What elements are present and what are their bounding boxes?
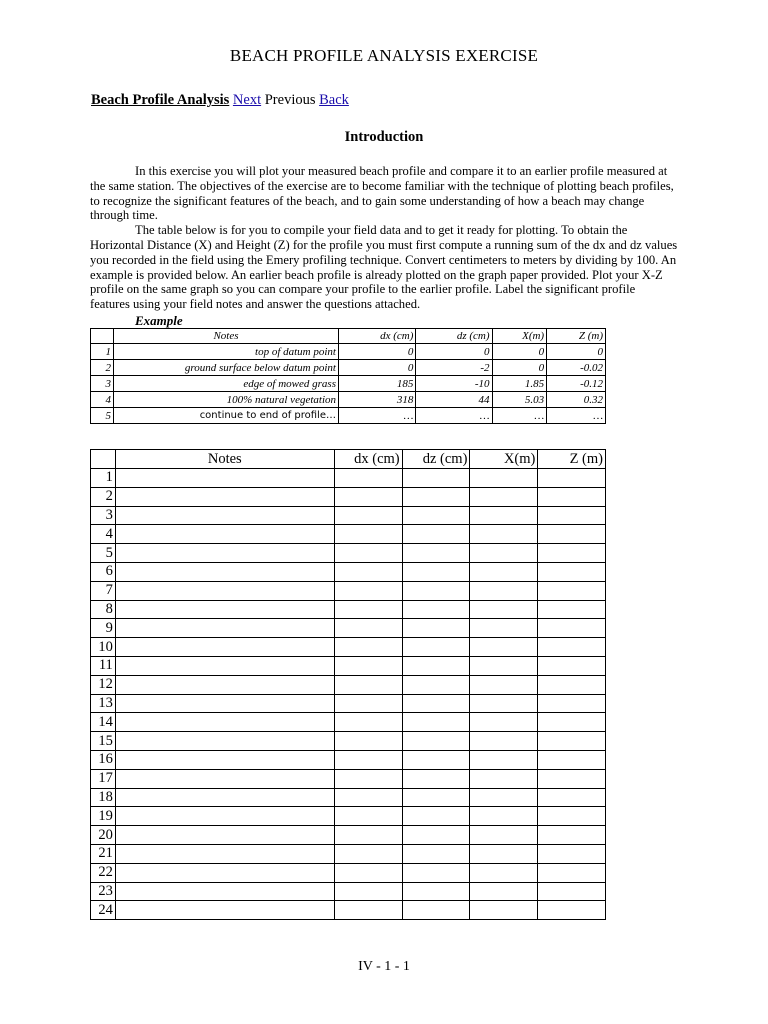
table-row [91,581,606,600]
back-link[interactable]: Back [319,92,349,108]
table-cell: 44 [416,392,492,408]
entry-cell[interactable] [334,694,402,713]
entry-cell[interactable] [538,732,606,751]
entry-cell[interactable] [115,600,334,619]
entry-cell[interactable] [115,562,334,581]
row-number: 21 [91,844,116,863]
table-cell: -0.12 [547,376,606,392]
table-row [91,376,606,392]
table-cell: … [547,408,606,424]
table-cell: 3 [91,376,114,392]
row-number: 10 [91,638,116,657]
table-cell: … [492,408,547,424]
table-cell: 5.03 [492,392,547,408]
entry-cell[interactable] [402,506,470,525]
entry-cell[interactable] [115,713,334,732]
table-cell: top of datum point [114,344,339,360]
table-row [91,769,606,788]
header-cell: dx (cm) [334,450,402,469]
row-number: 22 [91,863,116,882]
table-row [91,901,606,920]
row-number: 2 [91,487,116,506]
entry-cell[interactable] [115,525,334,544]
entry-cell[interactable] [470,544,538,563]
table-row [91,807,606,826]
entry-cell[interactable] [115,788,334,807]
entry-cell[interactable] [470,694,538,713]
entry-cell[interactable] [334,844,402,863]
entry-cell[interactable] [402,769,470,788]
entry-cell[interactable] [115,656,334,675]
table-row [91,544,606,563]
entry-cell[interactable] [470,844,538,863]
entry-cell[interactable] [334,562,402,581]
entry-cell[interactable] [402,600,470,619]
entry-cell[interactable] [402,638,470,657]
entry-cell[interactable] [538,694,606,713]
entry-cell[interactable] [470,732,538,751]
header-cell: dz (cm) [402,450,470,469]
entry-cell[interactable] [538,469,606,488]
header-cell: Notes [115,450,334,469]
entry-cell[interactable] [538,675,606,694]
table-cell: 2 [91,360,114,376]
intro-paragraph: In this exercise you will plot your measured beach profile and compare it to an earlier profile measured at the same station. The objectives of the exercise are to become familiar with the technique of plotting beach profiles, to recognize the significant features of the beach, and to gain some understanding of how a beach may change through time. [90,164,674,223]
entry-cell[interactable] [402,732,470,751]
entry-cell[interactable] [538,844,606,863]
entry-cell[interactable] [115,487,334,506]
row-number: 16 [91,750,116,769]
entry-cell[interactable] [470,826,538,845]
entry-cell[interactable] [402,882,470,901]
entry-cell[interactable] [538,506,606,525]
entry-cell[interactable] [538,638,606,657]
entry-cell[interactable] [470,581,538,600]
entry-cell[interactable] [334,675,402,694]
entry-cell[interactable] [470,863,538,882]
table-row [91,525,606,544]
header-cell [91,450,116,469]
entry-cell[interactable] [115,807,334,826]
entry-cell[interactable] [470,619,538,638]
entry-cell[interactable] [538,713,606,732]
table-row [91,619,606,638]
row-number: 18 [91,788,116,807]
example-label: Example [135,313,183,328]
data-entry-table [90,449,606,920]
entry-cell[interactable] [402,807,470,826]
entry-cell[interactable] [334,807,402,826]
row-number: 6 [91,562,116,581]
entry-cell[interactable] [402,525,470,544]
table-cell: edge of mowed grass [114,376,339,392]
table-row [91,469,606,488]
table-cell: -10 [416,376,492,392]
table-row [91,506,606,525]
entry-cell[interactable] [538,826,606,845]
table-cell: 185 [339,376,416,392]
row-number: 17 [91,769,116,788]
entry-cell[interactable] [470,769,538,788]
table-cell: 100% natural vegetation [114,392,339,408]
row-number: 7 [91,581,116,600]
row-number: 5 [91,544,116,563]
entry-cell[interactable] [402,694,470,713]
entry-cell[interactable] [402,487,470,506]
table-row [91,600,606,619]
row-number: 15 [91,732,116,751]
entry-cell[interactable] [470,562,538,581]
entry-cell[interactable] [115,901,334,920]
table-cell: 0.32 [547,392,606,408]
entry-cell[interactable] [470,882,538,901]
table-cell: -0.02 [547,360,606,376]
table-row [91,750,606,769]
entry-cell[interactable] [115,769,334,788]
entry-cell[interactable] [402,469,470,488]
table-cell: … [416,408,492,424]
entry-cell[interactable] [538,901,606,920]
row-number: 23 [91,882,116,901]
navigation-line [91,92,349,109]
table-cell: -2 [416,360,492,376]
table-cell: … [339,408,416,424]
table-row [91,882,606,901]
entry-cell[interactable] [470,525,538,544]
entry-cell[interactable] [538,807,606,826]
table-row [91,788,606,807]
header-cell: dx (cm) [339,329,416,344]
row-number: 3 [91,506,116,525]
table-row [91,863,606,882]
example-table-header [91,329,606,344]
entry-cell[interactable] [115,619,334,638]
entry-cell[interactable] [334,544,402,563]
entry-cell[interactable] [115,506,334,525]
row-number: 20 [91,826,116,845]
row-number: 11 [91,656,116,675]
entry-cell[interactable] [334,600,402,619]
entry-cell[interactable] [402,844,470,863]
entry-cell[interactable] [402,713,470,732]
entry-cell[interactable] [334,469,402,488]
entry-cell[interactable] [334,506,402,525]
table-cell: continue to end of profile… [114,408,339,424]
table-row [91,656,606,675]
entry-cell[interactable] [402,562,470,581]
row-number: 24 [91,901,116,920]
entry-cell[interactable] [402,619,470,638]
entry-cell[interactable] [115,469,334,488]
entry-cell[interactable] [115,863,334,882]
entry-cell[interactable] [115,581,334,600]
entry-cell[interactable] [538,656,606,675]
section-heading: Introduction [344,129,424,145]
entry-cell[interactable] [470,901,538,920]
page-number: IV - 1 - 1 [358,959,410,974]
entry-cell[interactable] [334,901,402,920]
row-number: 19 [91,807,116,826]
table-cell: 5 [91,408,114,424]
table-row [91,675,606,694]
table-cell: 1.85 [492,376,547,392]
entry-cell[interactable] [402,750,470,769]
entry-cell[interactable] [470,600,538,619]
row-number: 13 [91,694,116,713]
entry-cell[interactable] [402,675,470,694]
nav-current-page: Beach Profile Analysis [91,92,230,108]
table-cell: 0 [547,344,606,360]
entry-cell[interactable] [334,525,402,544]
entry-cell[interactable] [538,487,606,506]
data-entry-table-header [91,450,606,469]
entry-cell[interactable] [538,750,606,769]
entry-cell[interactable] [538,619,606,638]
entry-cell[interactable] [470,788,538,807]
table-cell: 4 [91,392,114,408]
entry-cell[interactable] [470,506,538,525]
entry-cell[interactable] [402,581,470,600]
table-row [91,713,606,732]
entry-cell[interactable] [538,562,606,581]
row-number: 9 [91,619,116,638]
entry-cell[interactable] [334,769,402,788]
table-cell: 0 [339,360,416,376]
row-number: 8 [91,600,116,619]
previous-label: Previous [264,92,316,108]
entry-cell[interactable] [334,863,402,882]
entry-cell[interactable] [470,469,538,488]
entry-cell[interactable] [470,487,538,506]
entry-cell[interactable] [538,769,606,788]
entry-cell[interactable] [402,544,470,563]
entry-cell[interactable] [402,788,470,807]
entry-cell[interactable] [538,863,606,882]
intro-text [90,164,678,312]
table-row [91,638,606,657]
next-link[interactable]: Next [232,92,262,108]
header-cell: X(m) [492,329,547,344]
entry-cell[interactable] [402,656,470,675]
entry-cell[interactable] [334,882,402,901]
entry-cell[interactable] [334,638,402,657]
entry-cell[interactable] [470,638,538,657]
table-cell: 0 [416,344,492,360]
entry-cell[interactable] [470,750,538,769]
entry-cell[interactable] [470,713,538,732]
entry-cell[interactable] [538,581,606,600]
entry-cell[interactable] [115,750,334,769]
entry-cell[interactable] [402,901,470,920]
entry-cell[interactable] [115,732,334,751]
header-cell: X(m) [470,450,538,469]
entry-cell[interactable] [334,487,402,506]
table-row [91,344,606,360]
table-row [91,487,606,506]
table-row [91,826,606,845]
row-number: 1 [91,469,116,488]
entry-cell[interactable] [538,600,606,619]
header-cell: dz (cm) [416,329,492,344]
table-cell: 318 [339,392,416,408]
table-cell: 0 [492,360,547,376]
entry-cell[interactable] [470,656,538,675]
table-row [91,392,606,408]
entry-cell[interactable] [115,694,334,713]
entry-cell[interactable] [470,807,538,826]
entry-cell[interactable] [334,656,402,675]
entry-cell[interactable] [538,788,606,807]
table-row [91,732,606,751]
table-cell: 0 [339,344,416,360]
header-cell: Z (m) [538,450,606,469]
entry-cell[interactable] [334,581,402,600]
intro-paragraph: The table below is for you to compile your field data and to get it ready for plotting. To obtain the Horizontal Distance (X) and Height (Z) for the profile you must first compute a running sum of the dx and dz values you recorded in the field using the Emery profiling technique. Convert centimeters to meters by dividing by 100. An example is provided below. An earlier beach profile is already plotted on the graph paper provided. Plot your X-Z profile on the same graph so you can compare your profile to the earlier profile. Label the significant profile features using your field notes and answer the questions attached. [90,223,678,312]
row-number: 4 [91,525,116,544]
page-title: BEACH PROFILE ANALYSIS EXERCISE [229,46,539,65]
entry-cell[interactable] [115,638,334,657]
entry-cell[interactable] [334,750,402,769]
entry-cell[interactable] [470,675,538,694]
table-cell: ground surface below datum point [114,360,339,376]
table-cell: 0 [492,344,547,360]
entry-cell[interactable] [334,826,402,845]
table-row [91,562,606,581]
table-row [91,694,606,713]
table-row [91,844,606,863]
entry-cell[interactable] [115,675,334,694]
entry-cell[interactable] [334,788,402,807]
entry-cell[interactable] [115,826,334,845]
header-cell: Notes [114,329,339,344]
entry-cell[interactable] [334,732,402,751]
row-number: 12 [91,675,116,694]
entry-cell[interactable] [402,863,470,882]
entry-cell[interactable] [538,544,606,563]
header-cell [91,329,114,344]
row-number: 14 [91,713,116,732]
entry-cell[interactable] [334,619,402,638]
entry-cell[interactable] [402,826,470,845]
header-cell: Z (m) [547,329,606,344]
entry-cell[interactable] [538,525,606,544]
entry-cell[interactable] [334,713,402,732]
table-row [91,360,606,376]
table-cell: 1 [91,344,114,360]
entry-cell[interactable] [115,544,334,563]
entry-cell[interactable] [115,844,334,863]
entry-cell[interactable] [538,882,606,901]
example-table [90,328,606,424]
table-row [91,408,606,424]
entry-cell[interactable] [115,882,334,901]
